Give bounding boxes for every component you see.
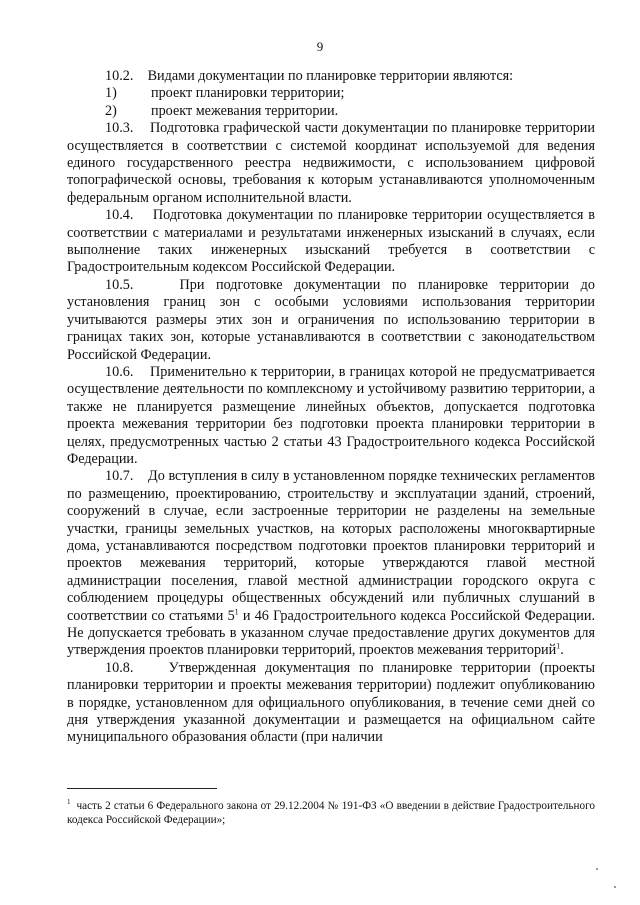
scan-artifact (596, 868, 598, 870)
list-item-1 (67, 85, 595, 102)
paragraph-10-7-part-2: и 46 Градостроительного кодекса Российской Федерации. Не допускается требовать в указанном случае предоставление других документов для утверждения проектов планировки территорий, проектов межевания территорий (67, 607, 595, 659)
list-item-2 (67, 103, 595, 120)
scan-artifact (614, 886, 616, 888)
footnote-mark: 1 (67, 798, 71, 807)
paragraph-10-3: 10.3. Подготовка графической части документации по планировке территории осуществляется в соответствии с системой координат используемой для ведения единого государственного реестра недвижимости, с использованием цифровой топографической основы, требования к которым устанавливаются уполномоченным федеральным органом исполнительной власти. (67, 120, 595, 206)
paragraph-10-4: 10.4. Подготовка документации по планировке территории осуществляется в соответствии с материалами и результатами инженерных изысканий в случаях, если выполнение таких инженерных изысканий требуется в соответствии с Градостроительным кодексом Российской Федерации. (67, 207, 595, 276)
paragraph-10-7-part-3: . (560, 642, 564, 659)
paragraph-10-6: 10.6. Применительно к территории, в границах которой не предусматривается осуществление деятельности по комплексному и устойчивому развитию территории, а также не планируется размещение линейных объектов, допускается подготовка проекта межевания территории без подготовки проекта планировки территории в целях, предусмотренных частью 2 статьи 43 Градостроительного кодекса Российской Федерации. (67, 363, 595, 467)
paragraph-10-5: 10.5. При подготовке документации по планировке территории до установления границ зон с особыми условиями использования территории учитываются размеры этих зон и ограничения по использованию территории в границах таких зон, которые устанавливаются в соответствии с законодательством Российской Федерации. (67, 276, 595, 363)
footnote-separator (67, 788, 217, 789)
footnote (67, 799, 595, 827)
paragraph-10-7 (67, 468, 595, 659)
page-number: 9 (316, 39, 324, 54)
footnote-ref-1: 1 (234, 606, 239, 616)
paragraph-10-7-part-1: 10.7. До вступления в силу в установленном порядке технических регламентов по размещению, проектированию, строительству и эксплуатации зданий, строений, сооружений в случае, если застроенные территории не разделены на земельные участки, границы земельных участков, на которых расположены многоквартирные дома, устанавливаются посредством подготовки проектов планировки территорий и проектов межевания территорий, которые утверждаются главой местной администрации поселения, главой местной администрации городского округа с соблюдением процедуры общественных обсуждений или публичных слушаний в соответствии со статьями 5 (67, 468, 595, 624)
list-item-number: 1) (105, 85, 117, 102)
list-item-text: проект планировки территории; (151, 85, 345, 102)
list-item-text: проект межевания территории. (151, 102, 339, 119)
document-body (67, 68, 595, 747)
paragraph-10-8: 10.8. Утвержденная документация по планировке территории (проекты планировки территории и проекты межевания территории) подлежит опубликованию в порядке, установленном для официального опубликования, в течение семи дней со дня утверждения указанной документации и размещается на официальном сайте муниципального образования области (при наличии (67, 659, 595, 746)
footnote-text: часть 2 статьи 6 Федерального закона от 29.12.2004 № 191-ФЗ «О введении в действие Градостроительного кодекса Российской Федерации»; (67, 800, 595, 826)
paragraph-10-2: 10.2. Видами документации по планировке территории являются: (105, 68, 514, 84)
list-item-number: 2) (105, 102, 117, 119)
footnote-ref-2: 1 (556, 641, 561, 651)
